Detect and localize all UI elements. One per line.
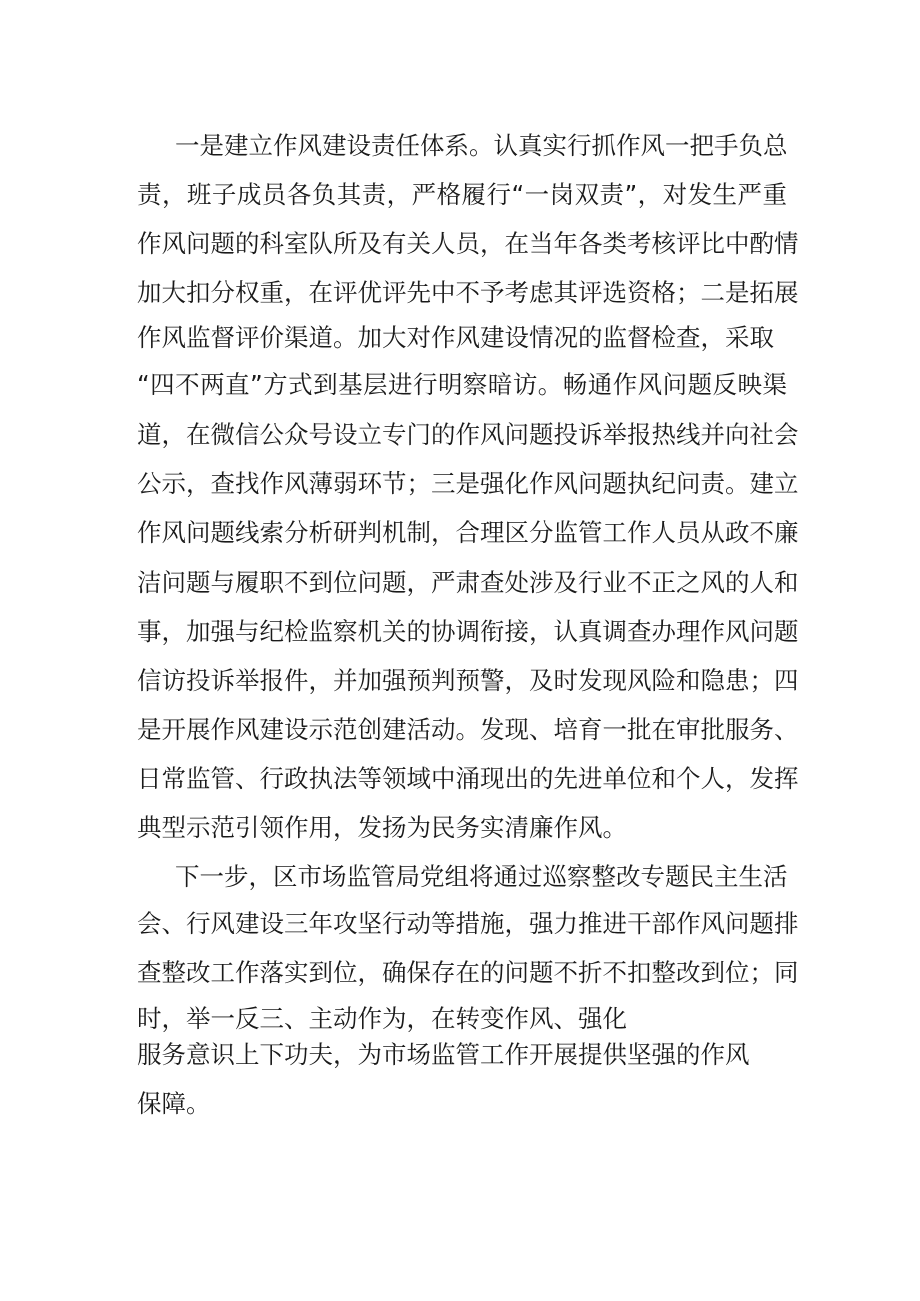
paragraph-2-line-4: 时，举一反三、主动作为，在转变作风、强化 (137, 1004, 627, 1033)
paragraph-2-line-6: 保障。 (137, 1089, 211, 1118)
paragraph-2-line-2: 会、行风建设三年攻坚行动等措施，强力推进干部作风问题排 (137, 909, 799, 938)
paragraph-1-line-5: 作风监督评价渠道。加大对作风建设情况的监督检查，采取 (137, 323, 774, 352)
paragraph-1-line-3: 作风问题的科室队所及有关人员，在当年各类考核评比中酌情 (137, 229, 799, 258)
paragraph-2-line-5: 服务意识上下功夫，为市场监管工作开展提供坚强的作风 (137, 1040, 750, 1069)
paragraph-1-line-11: 事，加强与纪检监察机关的协调衔接，认真调查办理作风问题 (137, 617, 799, 646)
paragraph-1-line-6: “四不两直”方式到基层进行明察暗访。畅通作风问题反映渠 (137, 370, 787, 399)
paragraph-1-line-12: 信访投诉举报件，并加强预判预警，及时发现风险和隐患；四 (137, 666, 799, 695)
paragraph-2-line-1: 下一步，区市场监管局党组将通过巡察整改专题民主生活 (175, 862, 788, 891)
paragraph-1-line-4: 加大扣分权重，在评优评先中不予考虑其评选资格；二是拓展 (137, 278, 799, 307)
paragraph-1-line-13: 是开展作风建设示范创建活动。发现、培育一批在审批服务、 (137, 715, 799, 744)
paragraph-1-line-8: 公示，查找作风薄弱环节；三是强化作风问题执纪问责。建立 (137, 469, 799, 498)
paragraph-1-line-15: 典型示范引领作用，发扬为民务实清廉作风。 (137, 813, 627, 842)
paragraph-1-line-2: 责，班子成员各负其责，严格履行“一岗双责”，对发生严重 (137, 180, 787, 209)
paragraph-2-line-3: 查整改工作落实到位，确保存在的问题不折不扣整改到位；同 (137, 958, 799, 987)
paragraph-1-line-14: 日常监管、行政执法等领域中涌现出的先进单位和个人，发挥 (137, 764, 799, 793)
paragraph-1-line-1: 一是建立作风建设责任体系。认真实行抓作风一把手负总 (175, 131, 788, 160)
paragraph-1-line-10: 洁问题与履职不到位问题，严肃查处涉及行业不正之风的人和 (137, 568, 799, 597)
paragraph-1-line-7: 道，在微信公众号设立专门的作风问题投诉举报热线并向社会 (137, 420, 799, 449)
paragraph-1-line-9: 作风问题线索分析研判机制，合理区分监管工作人员从政不廉 (137, 518, 799, 547)
